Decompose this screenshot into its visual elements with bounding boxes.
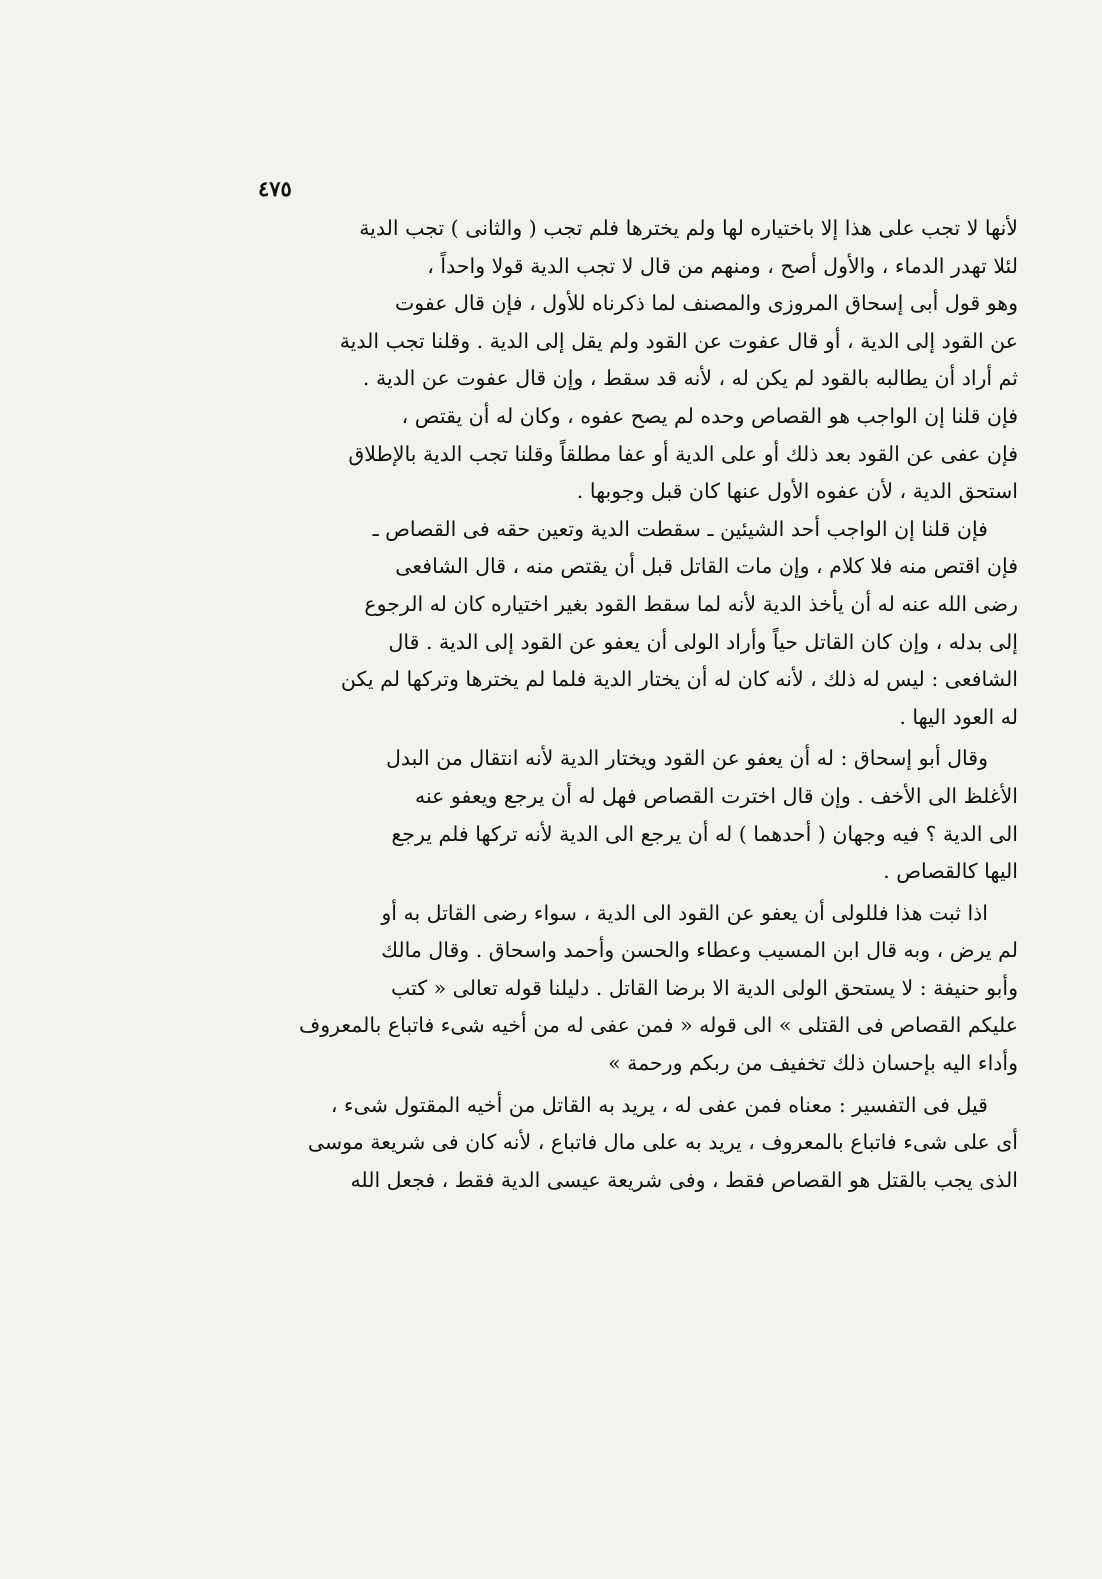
text-line: الأغلظ الى الأخف . وإن قال اخترت القصاص فهل له أن يرجع ويعفو عنه	[415, 783, 1018, 808]
text-line: رضى الله عنه له أن يأخذ الدية لأنه لما سقط القود بغير اختياره كان له الرجوع	[364, 591, 1018, 616]
text-line: إلى بدله ، وإن كان القاتل حياً وأراد الولى أن يعفو عن القود إلى الدية . قال	[388, 629, 1018, 654]
text-line: استحق الدية ، لأن عفوه الأول عنها كان قبل وجوبها .	[576, 479, 1018, 504]
text-line: الذى يجب بالقتل هو القصاص فقط ، وفى شريعة عيسى الدية فقط ، فجعل الله	[350, 1167, 1018, 1192]
text-line: وأداء اليه بإحسان ذلك تخفيف من ربكم ورحمة »	[608, 1051, 1018, 1076]
body-text	[244, 210, 1018, 1199]
paragraph-first-line: اذا ثبت هذا فللولى أن يعفو عن القود الى الدية ، سواء رضى القاتل به أو	[381, 900, 988, 925]
text-line: لم يرض ، وبه قال ابن المسيب وعطاء والحسن وأحمد واسحاق . وقال مالك	[381, 938, 1018, 963]
text-line: فإن عفى عن القود بعد ذلك أو على الدية أو عفا مطلقاً وقلنا تجب الدية بالإطلاق	[348, 441, 1018, 466]
paragraph-first-line: وقال أبو إسحاق : له أن يعفو عن القود ويختار الدية لأنه انتقال من البدل	[385, 746, 988, 771]
text-line: الى الدية ؟ فيه وجهان ( أحدهما ) له أن يرجع الى الدية لأنه تركها فلم يرجع	[391, 821, 1018, 846]
text-line: عن القود إلى الدية ، أو قال عفوت عن القود ولم يقل إلى الدية . وقلنا تجب الدية	[339, 328, 1018, 353]
text-line: لأنها لا تجب على هذا إلا باختياره لها ولم يخترها فلم تجب ( والثانى ) تجب الدية	[359, 216, 1018, 240]
text-line: لئلا تهدر الدماء ، والأول أصح ، ومنهم من قال لا تجب الدية قولا واحداً ،	[427, 253, 1018, 278]
text-line: وهو قول أبى إسحاق المروزى والمصنف لما ذكرناه للأول ، فإن قال عفوت	[394, 291, 1018, 316]
paragraph-first-line: فإن قلنا إن الواجب أحد الشيئين ـ سقطت الدية وتعين حقه فى القصاص ـ	[372, 516, 988, 541]
text-line: ثم أراد أن يطالبه بالقود لم يكن له ، لأنه قد سقط ، وإن قال عفوت عن الدية .	[362, 366, 1018, 391]
text-line: أى على شىء فاتباع بالمعروف ، يريد به على مال فاتباع ، لأنه كان فى شريعة موسى	[307, 1130, 1018, 1155]
paragraph-first-line: قيل فى التفسير : معناه فمن عفى له ، يريد به القاتل من أخيه المقتول شىء ،	[330, 1092, 988, 1117]
text-line: فإن قلنا إن الواجب هو القصاص وحده لم يصح عفوه ، وكان له أن يقتص ،	[401, 403, 1018, 428]
text-line: فإن اقتص منه فلا كلام ، وإن مات القاتل قبل أن يقتص منه ، قال الشافعى	[395, 554, 1018, 579]
text-line: وأبو حنيفة : لا يستحق الولى الدية الا برضا القاتل . دليلنا قوله تعالى « كتب	[391, 975, 1018, 1000]
page-number: ٤٧٥	[258, 176, 292, 201]
text-line: عليكم القصاص فى القتلى » الى قوله « فمن عفى له من أخيه شىء فاتباع بالمعروف	[298, 1013, 1018, 1038]
text-line: الشافعى : ليس له ذلك ، لأنه كان له أن يختار الدية فلما لم يخترها وتركها لم يكن	[340, 667, 1018, 692]
text-line: له العود اليها .	[899, 704, 1018, 729]
text-line: اليها كالقصاص .	[883, 859, 1018, 884]
